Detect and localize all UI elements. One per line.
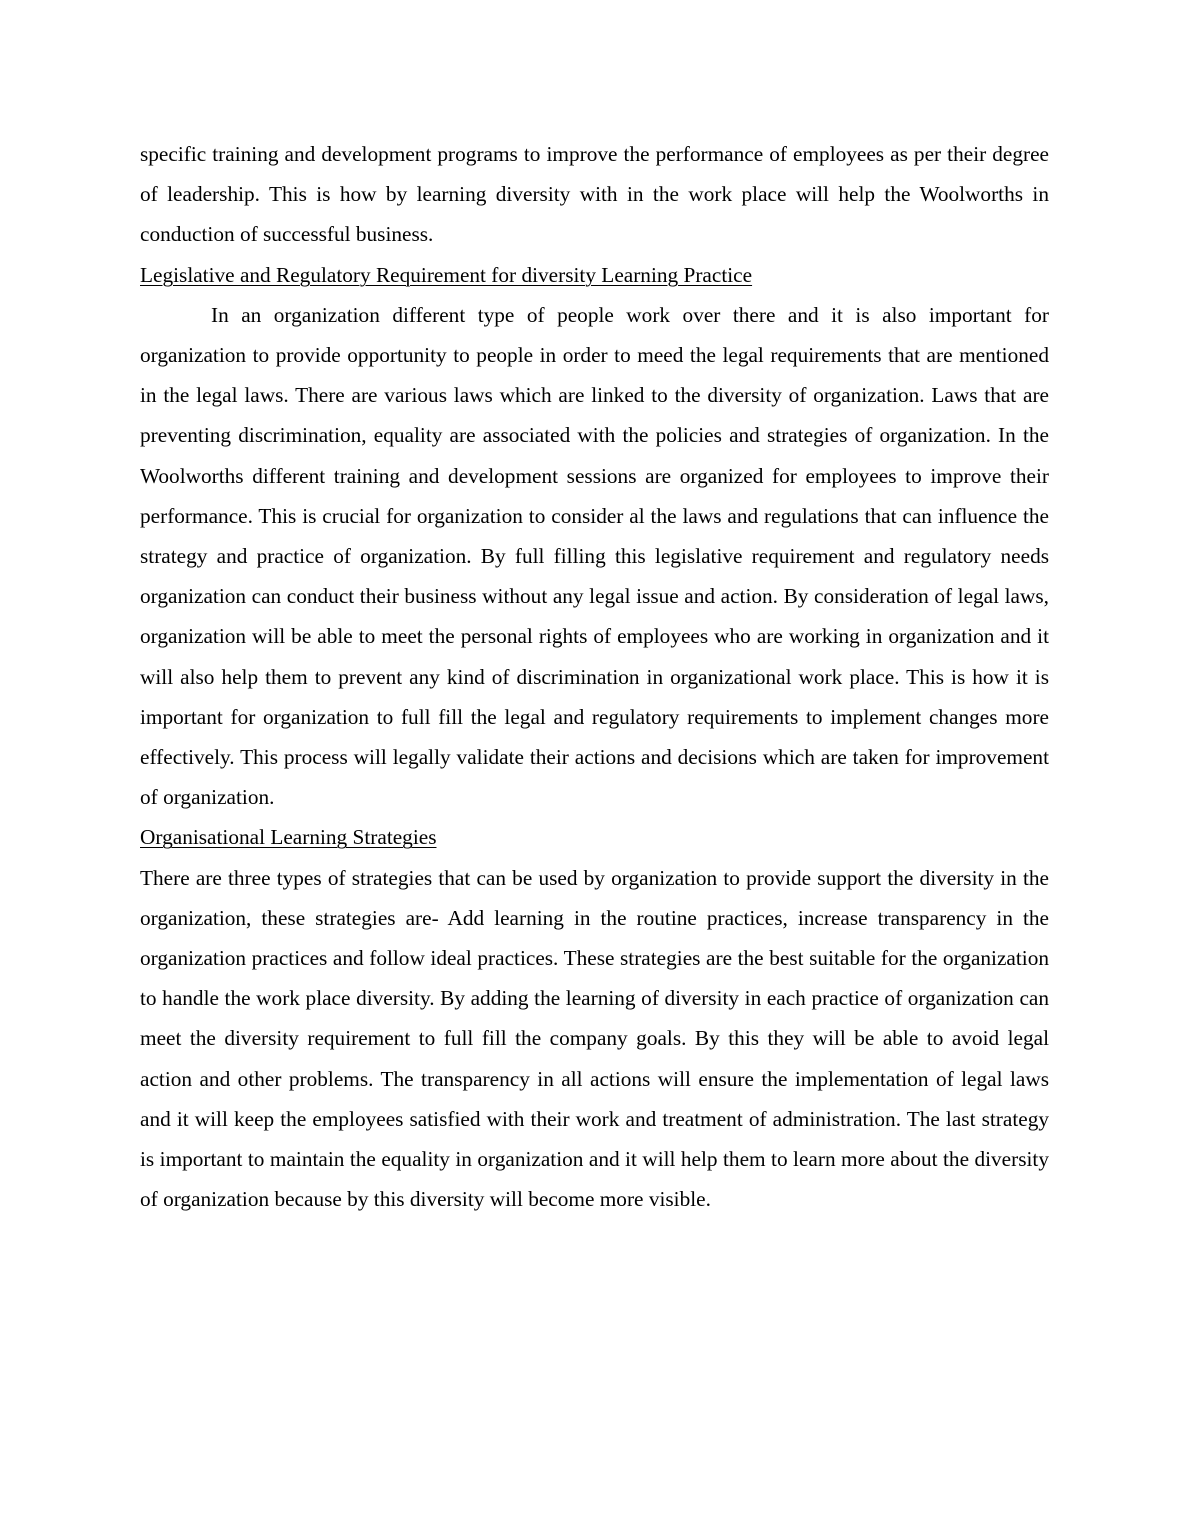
section-heading-learning-strategies: Organisational Learning Strategies bbox=[140, 825, 437, 850]
paragraph-intro-continuation: specific training and development programs to improve the performance of employees as per their degree of leadership. This is how by learning diversity with in the work place will help the Woolworths in conduction of successful business. bbox=[140, 142, 1049, 247]
section-heading-legislative-requirements: Legislative and Regulatory Requirement for diversity Learning Practice bbox=[140, 262, 753, 287]
paragraph-learning-strategies: There are three types of strategies that can be used by organization to provide support the diversity in the organization, these strategies are- Add learning in the routine practices, increase transparency in the organization practices and follow ideal practices. These strategies are the best suitable for the organization to handle the work place diversity. By adding the learning of diversity in each practice of organization can meet the diversity requirement to full fill the company goals. By this they will be able to avoid legal action and other problems. The transparency in all actions will ensure the implementation of legal laws and it will keep the employees satisfied with their work and treatment of administration. The last strategy is important to maintain the equality in organization and it will help them to learn more about the diversity of organization because by this diversity will become more visible. bbox=[140, 865, 1049, 1212]
document-body bbox=[140, 134, 1049, 1219]
paragraph-legislative-requirements: In an organization different type of people work over there and it is also important for organization to provide opportunity to people in order to meed the legal requirements that are mentioned in the legal laws. There are various laws which are linked to the diversity of organization. Laws that are preventing discrimination, equality are associated with the policies and strategies of organization. In the Woolworths different training and development sessions are organized for employees to improve their performance. This is crucial for organization to consider al the laws and regulations that can influence the strategy and practice of organization. By full filling this legislative requirement and regulatory needs organization can conduct their business without any legal issue and action. By consideration of legal laws, organization will be able to meet the personal rights of employees who are working in organization and it will also help them to prevent any kind of discrimination in organizational work place. This is how it is important for organization to full fill the legal and regulatory requirements to implement changes more effectively. This process will legally validate their actions and decisions which are taken for improvement of organization. bbox=[140, 302, 1049, 810]
